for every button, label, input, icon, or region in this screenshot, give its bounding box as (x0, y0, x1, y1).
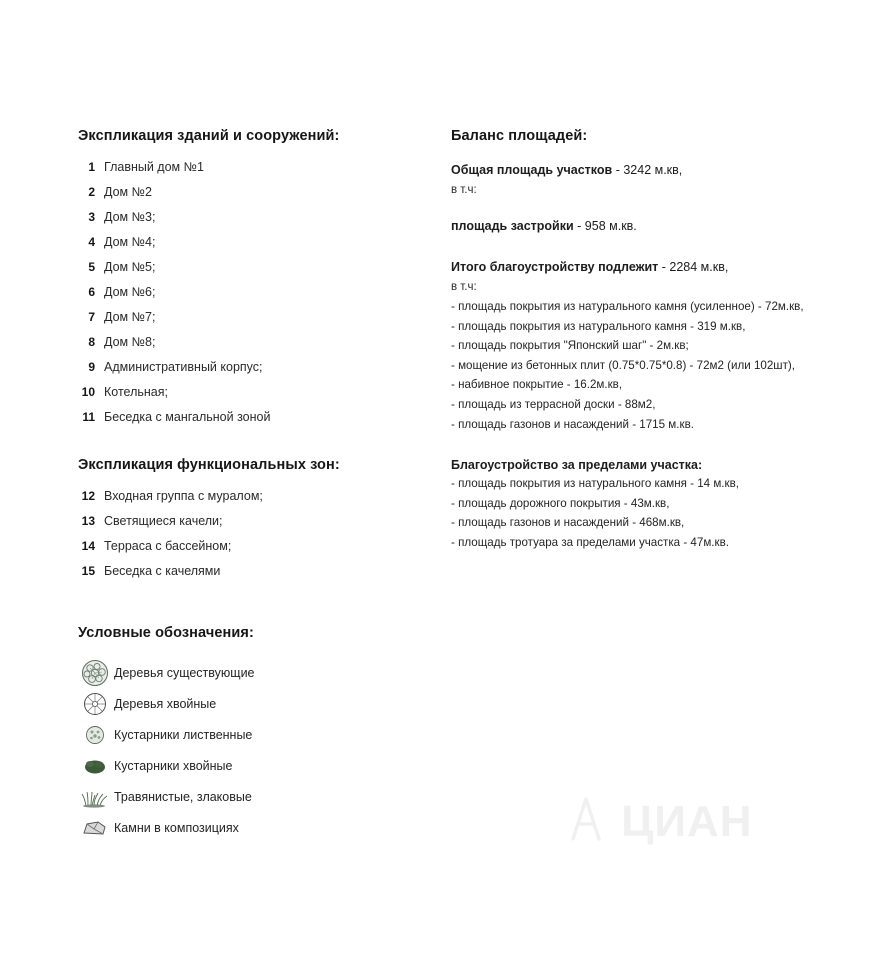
item-number: 6 (88, 285, 95, 299)
legend-item-label: Камни в композициях (114, 820, 239, 835)
item-number: 13 (81, 514, 95, 528)
landscaping-label: Итого благоустройству подлежит (451, 260, 659, 274)
landscaping-value: - 2284 м.кв, (661, 260, 729, 274)
list-item (78, 335, 438, 360)
list-item: - площадь из террасной доски - 88м2, (451, 397, 656, 411)
built-area-line (451, 216, 861, 237)
list-item (78, 410, 438, 435)
list-item: - площадь газонов и насаждений - 468м.кв, (451, 516, 685, 530)
item-label: Беседка с качелями (104, 564, 221, 578)
item-label: Главный дом №1 (104, 160, 204, 174)
legend-item-label: Кустарники лиственные (114, 727, 253, 742)
legend-item (78, 688, 438, 719)
outside-block (451, 458, 861, 552)
legend-item-label: Кустарники хвойные (114, 758, 233, 773)
outside-items-list (451, 474, 861, 552)
item-label: Входная группа с муралом; (104, 489, 263, 503)
item-number: 2 (88, 185, 95, 199)
list-item: - набивное покрытие - 16.2м.кв, (451, 378, 623, 392)
list-item: - площадь покрытия из натурального камня - 14 м.кв, (451, 477, 739, 491)
landscaping-line (451, 257, 861, 278)
built-area-block (451, 216, 861, 237)
total-area-including: в т.ч: (451, 184, 477, 196)
list-item: - площадь покрытия "Японский шаг" - 2м.кв; (451, 339, 689, 353)
legend-item-label: Деревья хвойные (114, 696, 217, 711)
item-number: 9 (88, 360, 95, 374)
list-item: - площадь газонов и насаждений - 1715 м.кв. (451, 417, 694, 431)
list-item (78, 564, 438, 589)
zones-section-title: Экспликация функциональных зон: (78, 457, 340, 473)
item-number: 12 (81, 489, 95, 503)
legend-item (78, 812, 438, 843)
deciduous-shrub-icon (78, 722, 112, 748)
item-label: Дом №2 (104, 185, 152, 199)
landscaping-block (451, 257, 861, 434)
right-column (451, 128, 861, 555)
total-area-label: Общая площадь участков (451, 163, 613, 177)
landscaping-including: в т.ч: (451, 281, 477, 293)
legend-item (78, 719, 438, 750)
buildings-list (78, 160, 438, 435)
legend-section-title: Условные обозначения: (78, 625, 254, 641)
built-area-value: - 958 м.кв. (577, 219, 637, 233)
list-item: - площадь покрытия из натурального камня (усиленное) - 72м.кв, (451, 300, 804, 313)
total-area-line (451, 160, 861, 181)
conifer-shrub-icon (78, 753, 112, 779)
list-item (78, 260, 438, 285)
total-area-block (451, 160, 861, 200)
item-label: Административный корпус; (104, 360, 263, 374)
list-item (78, 235, 438, 260)
balance-section-title: Баланс площадей: (451, 128, 588, 144)
list-item: - площадь тротуара за пределами участка - 47м.кв. (451, 535, 729, 549)
item-label: Дом №7; (104, 310, 156, 324)
item-label: Дом №5; (104, 260, 156, 274)
item-number: 5 (88, 260, 95, 274)
item-label: Светящиеся качели; (104, 514, 223, 528)
item-number: 11 (82, 410, 95, 424)
list-item (78, 285, 438, 310)
list-item: - мощение из бетонных плит (0.75*0.75*0.8) - 72м2 (или 102шт), (451, 358, 795, 372)
list-item (78, 385, 438, 410)
item-number: 10 (81, 385, 95, 399)
legend-item (78, 657, 438, 688)
list-item (78, 160, 438, 185)
conifer-tree-icon (78, 691, 112, 717)
grass-icon (78, 784, 112, 810)
list-item (78, 210, 438, 235)
buildings-section-title: Экспликация зданий и сооружений: (78, 128, 340, 144)
item-label: Дом №6; (104, 285, 156, 299)
watermark-text: ЦИАН (621, 797, 753, 847)
item-number: 14 (81, 539, 95, 553)
item-label: Беседка с мангальной зоной (104, 410, 271, 424)
list-item (78, 539, 438, 564)
list-item (78, 514, 438, 539)
item-number: 1 (88, 160, 95, 174)
list-item (78, 310, 438, 335)
total-area-value: - 3242 м.кв, (615, 163, 683, 177)
outside-title: Благоустройство за пределами участка: (451, 458, 703, 473)
item-label: Терраса с бассейном; (104, 539, 232, 553)
item-label: Котельная; (104, 385, 168, 399)
legend-item-label: Деревья существующие (114, 665, 255, 680)
item-label: Дом №3; (104, 210, 156, 224)
item-number: 7 (88, 310, 95, 324)
landscaping-items-list (451, 297, 861, 434)
watermark (566, 796, 753, 853)
item-number: 3 (88, 210, 95, 224)
left-column (78, 128, 438, 843)
list-item (78, 489, 438, 514)
item-label: Дом №4; (104, 235, 156, 249)
item-number: 8 (88, 335, 95, 349)
watermark-logo-icon (566, 796, 606, 853)
built-area-label: площадь застройки (451, 219, 574, 233)
legend-list (78, 657, 438, 843)
list-item: - площадь покрытия из натурального камня - 319 м.кв, (451, 319, 746, 333)
list-item (78, 360, 438, 385)
item-number: 4 (88, 235, 95, 249)
item-number: 15 (81, 564, 95, 578)
stone-icon (78, 815, 112, 841)
deciduous-tree-icon (78, 660, 112, 686)
legend-item (78, 750, 438, 781)
list-item: - площадь дорожного покрытия - 43м.кв, (451, 496, 670, 510)
item-label: Дом №8; (104, 335, 156, 349)
list-item (78, 185, 438, 210)
legend-item (78, 781, 438, 812)
legend-item-label: Травянистые, злаковые (114, 789, 252, 804)
zones-list (78, 489, 438, 589)
